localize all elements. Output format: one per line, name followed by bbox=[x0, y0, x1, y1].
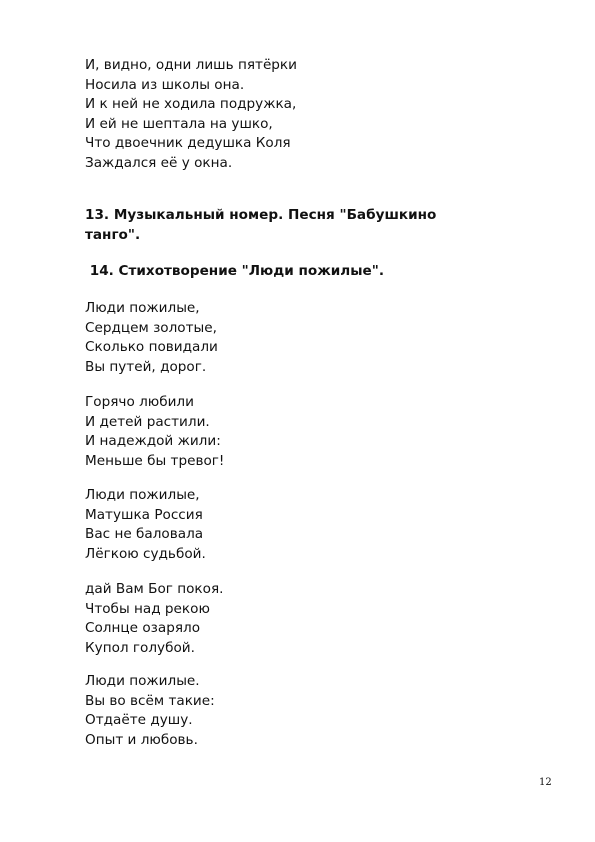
heading-line: танго". bbox=[85, 226, 141, 243]
poem-line: Люди пожилые, bbox=[85, 300, 200, 316]
poem-line: Чтобы над рекою bbox=[85, 600, 210, 617]
poem-line: Отдаёте душу. bbox=[85, 712, 193, 728]
poem-line: Что двоечник дедушка Коля bbox=[85, 135, 291, 151]
poem-line: Лёгкою судьбой. bbox=[85, 545, 206, 562]
poem-line: Меньше бы тревог! bbox=[85, 452, 225, 469]
poem-line: Купол голубой. bbox=[85, 639, 195, 656]
stanza-5 bbox=[85, 672, 215, 750]
section-heading-13 bbox=[85, 206, 525, 245]
heading-line: 13. Музыкальный номер. Песня "Бабушкино bbox=[85, 207, 437, 223]
section-heading-14 bbox=[85, 262, 525, 282]
stanza-2 bbox=[85, 393, 224, 471]
poem-line: И надеждой жили: bbox=[85, 433, 221, 449]
stanza-3 bbox=[85, 486, 206, 564]
poem-line: Солнце озаряло bbox=[85, 620, 201, 636]
page-number: 12 bbox=[539, 777, 552, 788]
poem-line: Вас не баловала bbox=[85, 526, 204, 542]
poem-line: И, видно, одни лишь пятёрки bbox=[85, 57, 297, 73]
poem-line: дай Вам Бог покоя. bbox=[85, 581, 224, 597]
poem-line: И ей не шептала на ушко, bbox=[85, 115, 273, 132]
poem-line: Заждался её у окна. bbox=[85, 154, 233, 171]
poem-line: И детей растили. bbox=[85, 413, 210, 430]
poem-line: Люди пожилые, bbox=[85, 487, 200, 503]
poem-line: Сколько повидали bbox=[85, 339, 218, 355]
heading-line: 14. Стихотворение "Люди пожилые". bbox=[85, 263, 384, 279]
stanza-intro bbox=[85, 56, 297, 173]
stanza-1 bbox=[85, 299, 218, 377]
stanza-4 bbox=[85, 580, 223, 658]
poem-line: Сердцем золотые, bbox=[85, 319, 217, 336]
poem-line: Вы во всём такие: bbox=[85, 692, 215, 709]
poem-line: Опыт и любовь. bbox=[85, 731, 198, 748]
poem-line: Матушка Россия bbox=[85, 506, 203, 523]
poem-line: И к ней не ходила подружка, bbox=[85, 96, 297, 112]
poem-line: Вы путей, дорог. bbox=[85, 358, 207, 375]
poem-line: Горячо любили bbox=[85, 394, 194, 410]
poem-line: Носила из школы она. bbox=[85, 76, 245, 93]
poem-line: Люди пожилые. bbox=[85, 673, 200, 689]
